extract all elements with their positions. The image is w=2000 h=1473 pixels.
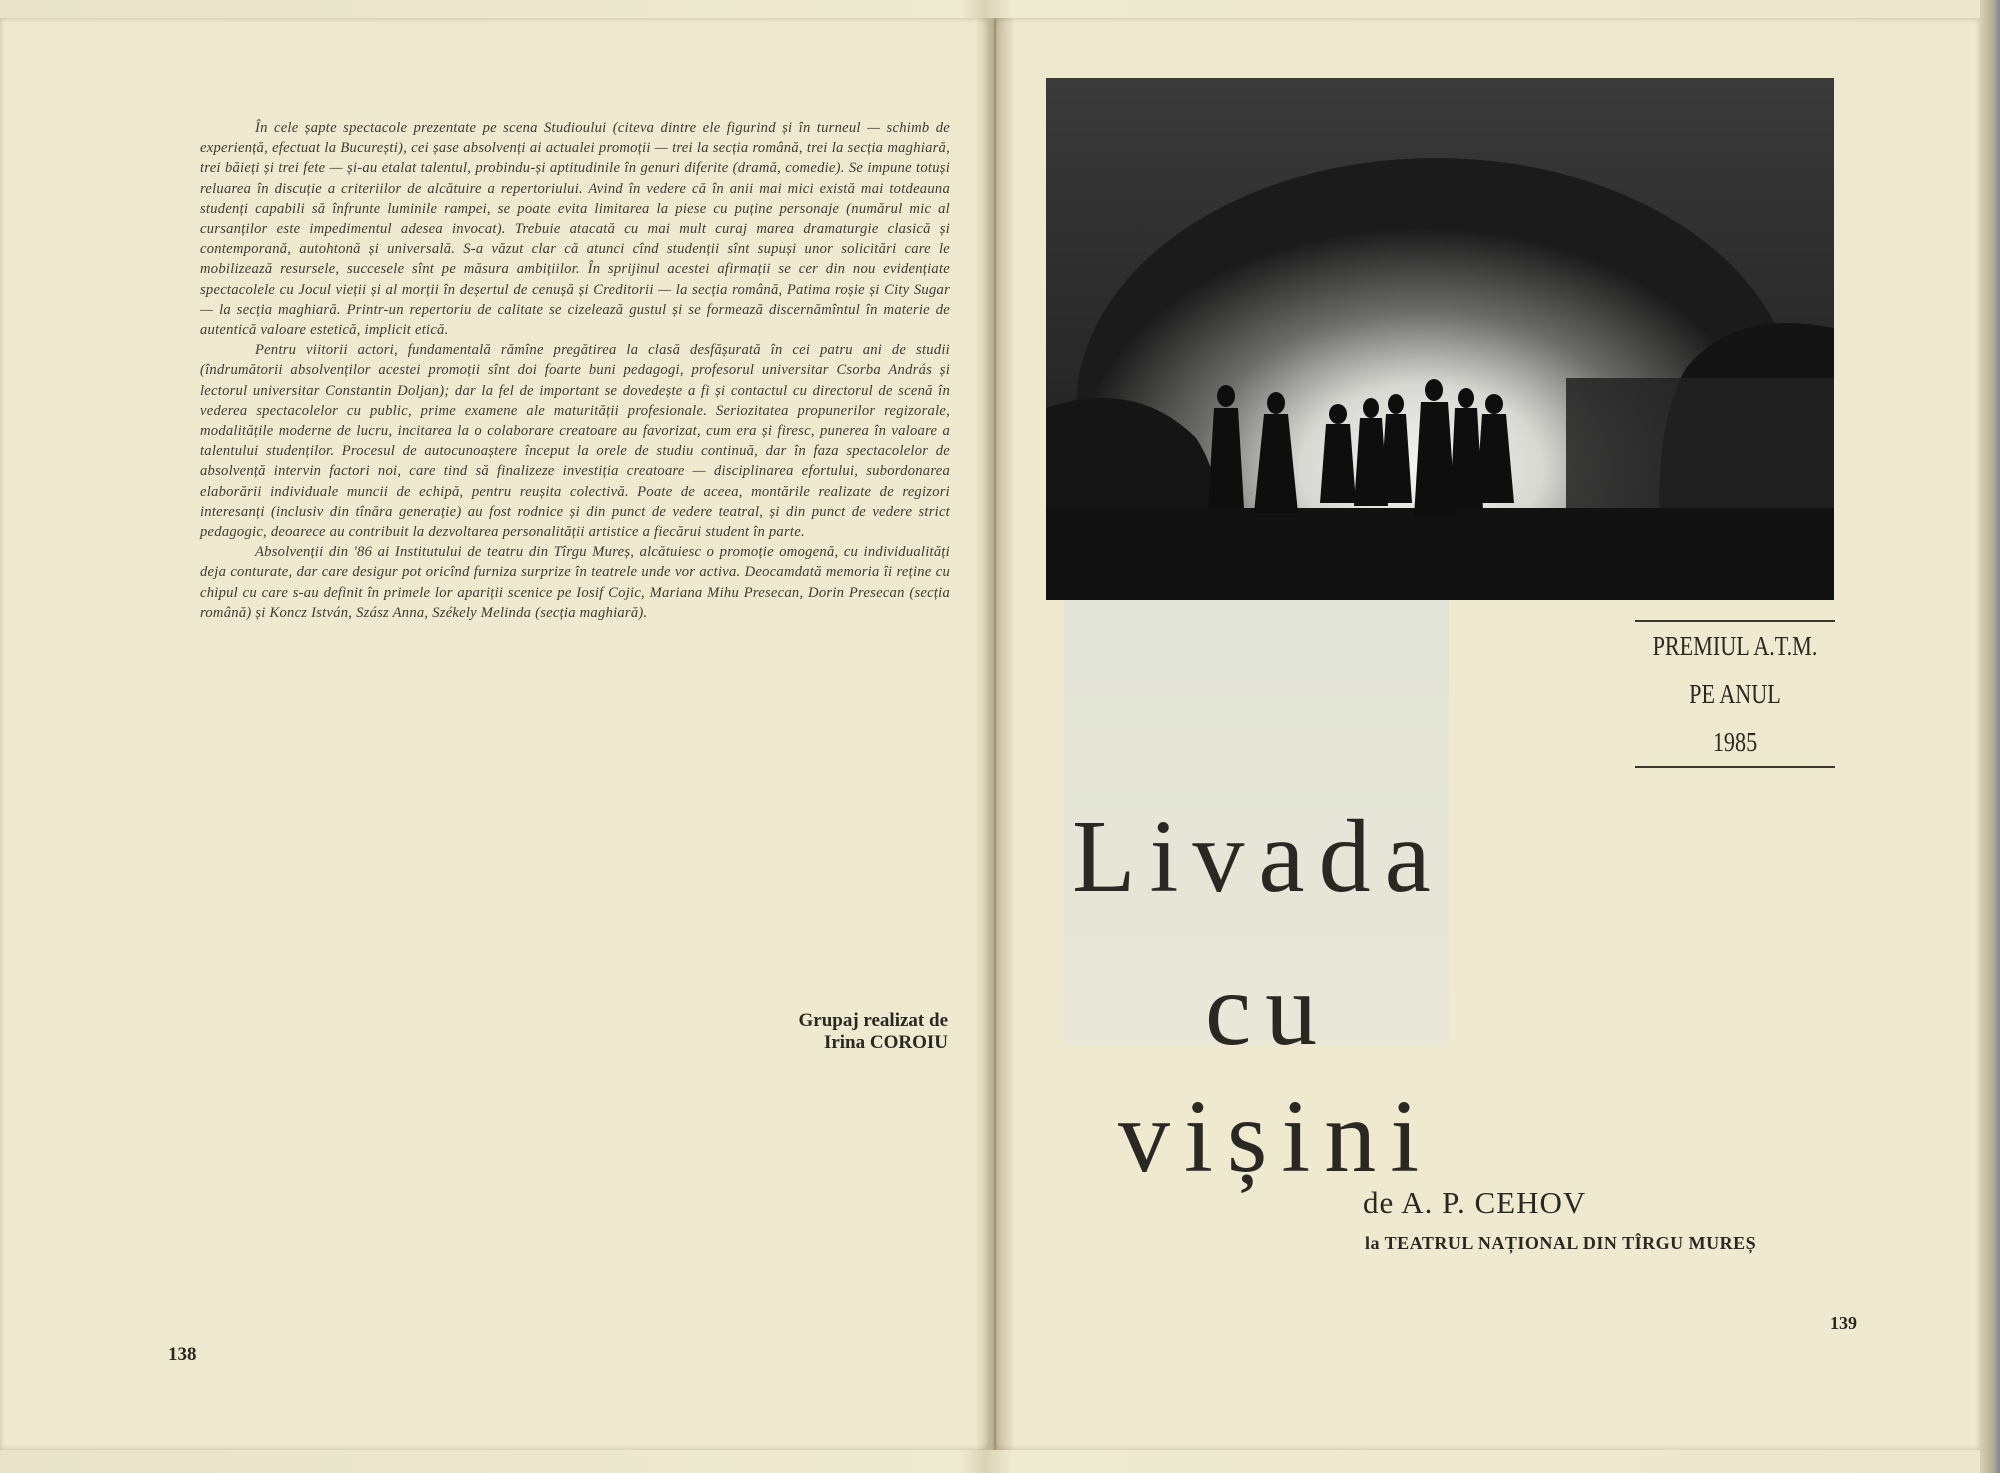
article-paragraph: În cele șapte spectacole prezentate pe scena Studioului (citeva dintre ele figurind și în turneul — schimb de experiență, efectuat la București), cei șase absolvenți ai actualei promoții — trei la secția română, trei la secția maghiară, trei băieți și trei fete — și-au etalat talentul, probindu-și aptitudinile în genuri diferite (dramă, comedie). Se impune totuși reluarea în discuție a criteriilor de alcătuire a repertoriului. Avind în vedere că în anii mai mici există mai totdeauna studenți capabili să înfrunte luminile rampei, se poate evita limitarea la piese cu puține personaje (numărul mic al cursanților este impedimentul adesea invocat). Trebuie atacată cu mai mult curaj marea dramaturgie clasică și contemporană, autohtonă și universală. S-a văzut clar că atunci cînd studenții sînt supuși unor solicitări care le mobilizează resursele, succesele sînt pe măsura ambițiilor. În sprijinul acestei afirmații se cer din nou evidențiate spectacolele cu Jocul vieții și al morții în deșertul de cenușă și Creditorii — la secția română, Patima roșie și City Sugar — la secția maghiară. Printr-un repertoriu de calitate se cizelează gustul și se formează discernămîntul în materie de autentică valoare estetică, implicit etică. xyxy=(200,120,950,339)
play-title-word: Livada xyxy=(1072,799,1445,914)
award-year: 1985 xyxy=(1712,727,1758,757)
play-title-word: cu xyxy=(1205,952,1332,1067)
play-title-word: vișini xyxy=(1118,1079,1434,1194)
theatre-name: la TEATRUL NAȚIONAL DIN TÎRGU MUREȘ xyxy=(1365,1233,1757,1253)
book-edge xyxy=(1980,0,2000,1473)
play-author: de A. P. CEHOV xyxy=(1363,1185,1587,1220)
page-number-left: 138 xyxy=(168,1344,197,1365)
credit-author: Irina COROIU xyxy=(823,1032,948,1053)
stage-photo-image xyxy=(1046,78,1834,600)
award-box xyxy=(1625,620,1845,768)
article-credit xyxy=(798,1010,948,1054)
award-rule-bottom xyxy=(1635,766,1835,768)
award-line: PE ANUL xyxy=(1689,679,1781,709)
page-number-right: 139 xyxy=(1830,1313,1857,1333)
credit-line: Grupaj realizat de xyxy=(798,1010,948,1031)
award-line: PREMIUL A.T.M. xyxy=(1652,631,1818,661)
article-body xyxy=(200,118,950,623)
article-paragraph: Pentru viitorii actori, fundamentală rămîne pregătirea la clasă desfășurată în cei patru ani de studii (îndrumătorii absolvenților acestei promoții sînt doi foarte buni pedagogi, profesorul universitar Csorba András și lectorul universitar Constantin Doljan); dar la fel de important se dovedește a fi și contactul cu directorul de scenă în vederea spectacolelor cu public, prime examene ale maturității profesionale. Seriozitatea propunerilor regizorale, modalitățile moderne de lucru, incitarea la o colaborare creatoare au favorizat, cum era și firesc, punerea în valoare a talentului studenților. Procesul de autocunoaștere început la orele de studiu continuă, dar în faza spectacolelor de absolvență intervin factori noi, care tind să finalizeze investiția creatoare — disciplinarea efortului, subordonarea elaborării individuale muncii de echipă, pentru reușita colectivă. Poate de aceea, montările realizate de regizori interesanți (inclusiv din tînăra generație) au fost rodnice și din punct de vedere teatral, și din punct de vedere strict pedagogic, deoarece au contribuit la dezvoltarea personalității artistice a fiecărui student în parte. xyxy=(200,342,950,541)
book-gutter xyxy=(975,18,1015,1450)
article-paragraph: Absolvenții din '86 ai Institutului de teatru din Tîrgu Mureș, alcătuiesc o promoție omogenă, cu individualități deja conturate, dar care desigur pot oricînd furniza surprize în teatrele unde vor activa. Deocamdată memoria îi reține cu chipul cu care s-au definit în primele lor apariții scenice pe Iosif Cojic, Mariana Mihu Presecan, Dorin Presecan (secția română) și Koncz István, Szász Anna, Székely Melinda (secția maghiară). xyxy=(200,544,950,621)
stage-photo xyxy=(1046,78,1834,600)
